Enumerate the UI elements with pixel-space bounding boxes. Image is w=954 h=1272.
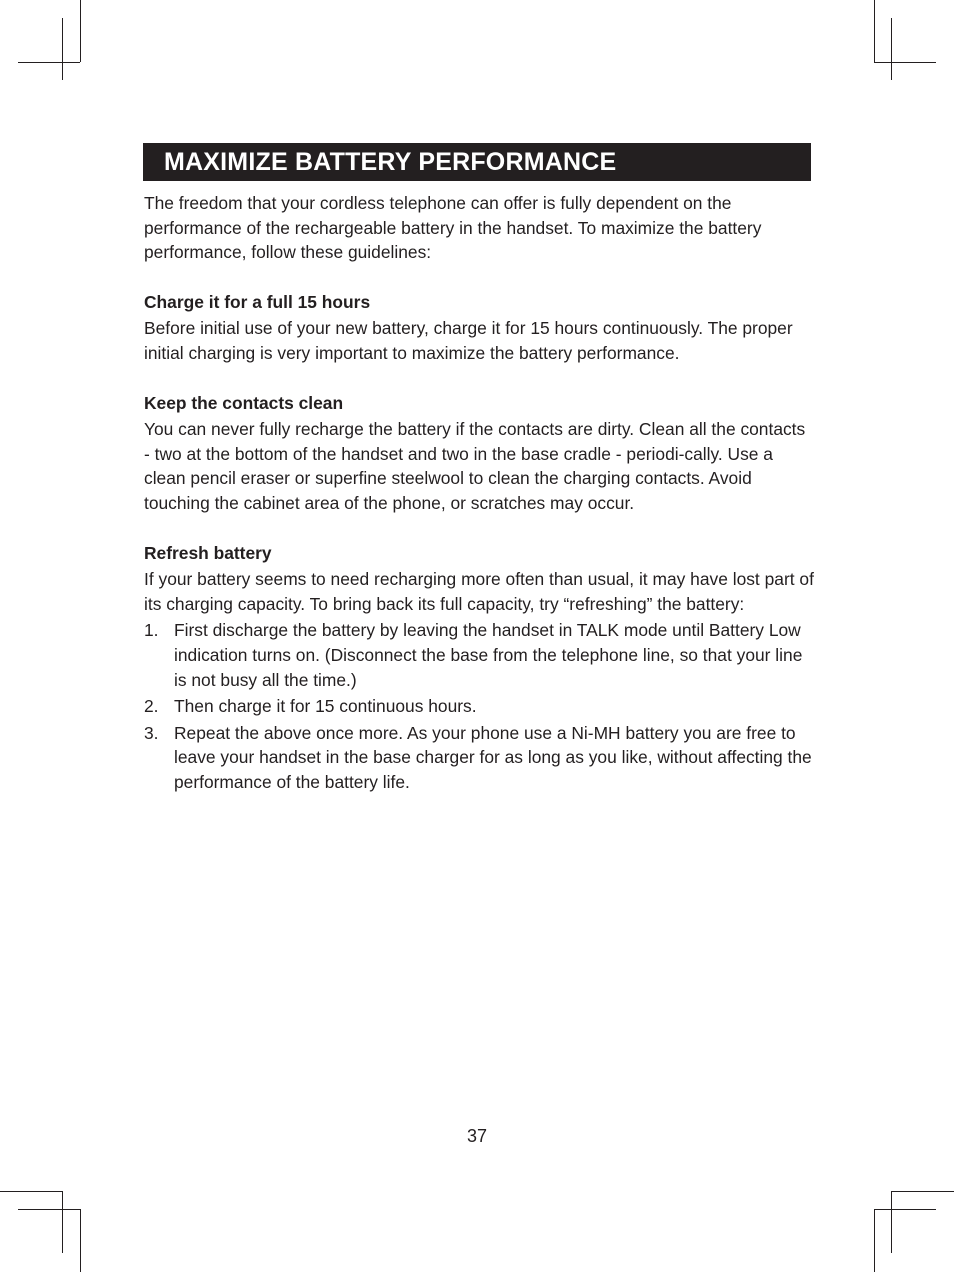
crop-mark bbox=[874, 1209, 936, 1210]
crop-mark bbox=[891, 1191, 954, 1192]
step-number: 2. bbox=[144, 696, 159, 717]
crop-mark bbox=[874, 1209, 875, 1272]
section-heading: Keep the contacts clean bbox=[144, 392, 344, 413]
section-charge bbox=[144, 290, 814, 366]
crop-mark bbox=[891, 1191, 892, 1253]
step-number: 1. bbox=[144, 620, 159, 641]
section-contacts bbox=[144, 391, 814, 516]
crop-mark bbox=[62, 18, 63, 80]
crop-mark bbox=[80, 0, 81, 62]
crop-mark bbox=[18, 62, 80, 63]
crop-mark bbox=[874, 0, 875, 62]
section-heading: Refresh battery bbox=[144, 542, 272, 563]
list-item bbox=[144, 721, 814, 795]
step-number: 3. bbox=[144, 722, 159, 743]
crop-mark bbox=[80, 1209, 81, 1272]
document-body bbox=[144, 191, 814, 819]
step-text: First discharge the battery by leaving the handset in TALK mode until Battery Low indication turns on. (Disconnect the base from the telephone line, so that your line is not busy all the time.) bbox=[174, 620, 803, 690]
list-item bbox=[144, 618, 814, 692]
step-text: Repeat the above once more. As your phone use a Ni-MH battery you are free to leave your handset in the base charger for as long as you like, without affecting the performance of the battery life. bbox=[174, 722, 812, 792]
step-text: Then charge it for 15 continuous hours. bbox=[174, 696, 477, 717]
section-body: If your battery seems to need recharging more often than usual, it may have lost part of its charging capacity. To bring back its full capacity, try “refreshing” the battery: bbox=[144, 569, 814, 614]
crop-mark bbox=[62, 1191, 63, 1253]
section-body: Before initial use of your new battery, charge it for 15 hours continuously. The proper initial charging is very important to maximize the battery performance. bbox=[144, 318, 793, 363]
intro-paragraph: The freedom that your cordless telephone can offer is fully dependent on the performance of the rechargeable battery in the handset. To maximize the battery performance, follow these guidelines: bbox=[144, 193, 762, 263]
crop-mark bbox=[18, 1209, 80, 1210]
page-title: MAXIMIZE BATTERY PERFORMANCE bbox=[143, 143, 811, 181]
page-number: 37 bbox=[466, 1126, 488, 1146]
steps-list bbox=[144, 618, 814, 794]
crop-mark bbox=[891, 18, 892, 80]
section-body: You can never fully recharge the battery if the contacts are dirty. Clean all the contacts - two at the bottom of the handset and two in the base cradle - periodi-cally. Use a clean pencil eraser or superfine steelwool to clean the charging contacts. Avoid touching the cabinet area of the phone, or scratches may occur. bbox=[144, 419, 806, 513]
section-heading: Charge it for a full 15 hours bbox=[144, 291, 371, 312]
section-refresh bbox=[144, 541, 814, 795]
crop-mark bbox=[0, 1191, 62, 1192]
crop-mark bbox=[874, 62, 936, 63]
list-item bbox=[144, 694, 814, 719]
